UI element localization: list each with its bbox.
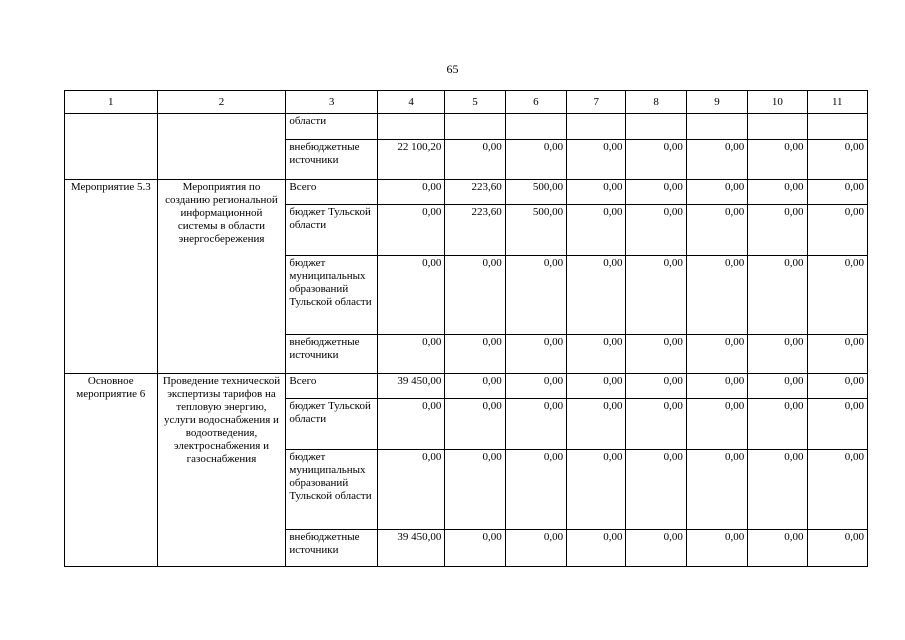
funding-source-cell: Всего bbox=[286, 374, 378, 399]
column-header: 9 bbox=[686, 91, 747, 114]
page-number: 65 bbox=[446, 62, 459, 76]
value-cell bbox=[626, 114, 686, 140]
value-cell: 0,00 bbox=[445, 335, 505, 374]
value-cell: 0,00 bbox=[377, 180, 444, 205]
funding-source-cell: области bbox=[286, 114, 378, 140]
value-cell: 0,00 bbox=[505, 335, 566, 374]
value-cell: 0,00 bbox=[686, 374, 747, 399]
value-cell: 0,00 bbox=[626, 180, 686, 205]
column-header: 7 bbox=[567, 91, 626, 114]
column-header: 10 bbox=[748, 91, 807, 114]
activity-description-cell: Проведение технической экспертизы тарифов на тепловую энергию, услуги водоснабжения и водоотведения, электроснабжения и газоснабжения bbox=[157, 374, 286, 567]
value-cell: 0,00 bbox=[567, 450, 626, 530]
value-cell: 0,00 bbox=[686, 399, 747, 450]
value-cell bbox=[567, 114, 626, 140]
value-cell bbox=[686, 114, 747, 140]
value-cell: 223,60 bbox=[445, 205, 505, 256]
funding-source-cell: внебюджетные источники bbox=[286, 335, 378, 374]
funding-source-cell: бюджет Тульской области bbox=[286, 205, 378, 256]
funding-source-cell: бюджет муниципальных образований Тульской области bbox=[286, 450, 378, 530]
value-cell: 0,00 bbox=[505, 256, 566, 335]
value-cell: 0,00 bbox=[505, 450, 566, 530]
value-cell: 0,00 bbox=[626, 335, 686, 374]
column-header: 11 bbox=[807, 91, 867, 114]
value-cell: 0,00 bbox=[807, 205, 867, 256]
value-cell bbox=[377, 114, 444, 140]
value-cell: 500,00 bbox=[505, 205, 566, 256]
value-cell: 0,00 bbox=[748, 140, 807, 180]
value-cell bbox=[505, 114, 566, 140]
funding-source-cell: бюджет муниципальных образований Тульской области bbox=[286, 256, 378, 335]
value-cell: 0,00 bbox=[445, 530, 505, 567]
value-cell: 0,00 bbox=[567, 399, 626, 450]
value-cell: 39 450,00 bbox=[377, 530, 444, 567]
value-cell: 0,00 bbox=[807, 335, 867, 374]
value-cell: 0,00 bbox=[626, 399, 686, 450]
table-row bbox=[65, 114, 868, 140]
value-cell: 0,00 bbox=[686, 140, 747, 180]
value-cell bbox=[807, 114, 867, 140]
value-cell: 0,00 bbox=[567, 180, 626, 205]
value-cell: 0,00 bbox=[686, 180, 747, 205]
value-cell: 0,00 bbox=[748, 205, 807, 256]
value-cell: 0,00 bbox=[626, 374, 686, 399]
column-header: 8 bbox=[626, 91, 686, 114]
value-cell: 0,00 bbox=[748, 530, 807, 567]
funding-source-cell: Всего bbox=[286, 180, 378, 205]
value-cell: 0,00 bbox=[748, 180, 807, 205]
value-cell: 39 450,00 bbox=[377, 374, 444, 399]
value-cell: 0,00 bbox=[445, 399, 505, 450]
value-cell: 0,00 bbox=[626, 256, 686, 335]
activity-id-cell bbox=[65, 114, 158, 180]
table-row bbox=[65, 180, 868, 205]
table-row bbox=[65, 374, 868, 399]
value-cell: 0,00 bbox=[626, 530, 686, 567]
value-cell: 22 100,20 bbox=[377, 140, 444, 180]
value-cell bbox=[748, 114, 807, 140]
budget-table bbox=[64, 90, 868, 567]
column-header: 6 bbox=[505, 91, 566, 114]
value-cell: 0,00 bbox=[567, 140, 626, 180]
value-cell: 0,00 bbox=[567, 256, 626, 335]
value-cell: 0,00 bbox=[505, 374, 566, 399]
value-cell: 0,00 bbox=[377, 399, 444, 450]
value-cell: 0,00 bbox=[377, 205, 444, 256]
activity-id-cell: Основное мероприятие 6 bbox=[65, 374, 158, 567]
value-cell: 0,00 bbox=[567, 374, 626, 399]
value-cell bbox=[445, 114, 505, 140]
funding-source-cell: внебюджетные источники bbox=[286, 530, 378, 567]
value-cell: 0,00 bbox=[807, 530, 867, 567]
value-cell: 0,00 bbox=[505, 140, 566, 180]
column-header: 4 bbox=[377, 91, 444, 114]
value-cell: 0,00 bbox=[686, 530, 747, 567]
column-header: 5 bbox=[445, 91, 505, 114]
value-cell: 500,00 bbox=[505, 180, 566, 205]
value-cell: 0,00 bbox=[807, 399, 867, 450]
value-cell: 0,00 bbox=[567, 335, 626, 374]
value-cell: 0,00 bbox=[445, 140, 505, 180]
value-cell: 0,00 bbox=[748, 256, 807, 335]
value-cell: 0,00 bbox=[505, 530, 566, 567]
value-cell: 0,00 bbox=[807, 140, 867, 180]
value-cell: 0,00 bbox=[626, 140, 686, 180]
value-cell: 0,00 bbox=[445, 374, 505, 399]
value-cell: 0,00 bbox=[686, 205, 747, 256]
activity-id-cell: Мероприятие 5.3 bbox=[65, 180, 158, 374]
value-cell: 0,00 bbox=[445, 450, 505, 530]
value-cell: 0,00 bbox=[445, 256, 505, 335]
value-cell: 0,00 bbox=[626, 205, 686, 256]
value-cell: 0,00 bbox=[807, 450, 867, 530]
funding-source-cell: бюджет Тульской области bbox=[286, 399, 378, 450]
value-cell: 223,60 bbox=[445, 180, 505, 205]
activity-description-cell bbox=[157, 114, 286, 180]
value-cell: 0,00 bbox=[748, 399, 807, 450]
value-cell: 0,00 bbox=[377, 335, 444, 374]
value-cell: 0,00 bbox=[377, 256, 444, 335]
value-cell: 0,00 bbox=[567, 205, 626, 256]
header-row bbox=[65, 91, 868, 114]
value-cell: 0,00 bbox=[748, 450, 807, 530]
value-cell: 0,00 bbox=[807, 180, 867, 205]
value-cell: 0,00 bbox=[686, 256, 747, 335]
column-header: 3 bbox=[286, 91, 378, 114]
value-cell: 0,00 bbox=[567, 530, 626, 567]
value-cell: 0,00 bbox=[505, 399, 566, 450]
value-cell: 0,00 bbox=[686, 450, 747, 530]
activity-description-cell: Мероприятия по созданию региональной информационной системы в области энергосбережения bbox=[157, 180, 286, 374]
value-cell: 0,00 bbox=[807, 256, 867, 335]
value-cell: 0,00 bbox=[807, 374, 867, 399]
value-cell: 0,00 bbox=[748, 374, 807, 399]
funding-source-cell: внебюджетные источники bbox=[286, 140, 378, 180]
value-cell: 0,00 bbox=[626, 450, 686, 530]
value-cell: 0,00 bbox=[686, 335, 747, 374]
column-header: 1 bbox=[65, 91, 158, 114]
value-cell: 0,00 bbox=[748, 335, 807, 374]
column-header: 2 bbox=[157, 91, 286, 114]
value-cell: 0,00 bbox=[377, 450, 444, 530]
